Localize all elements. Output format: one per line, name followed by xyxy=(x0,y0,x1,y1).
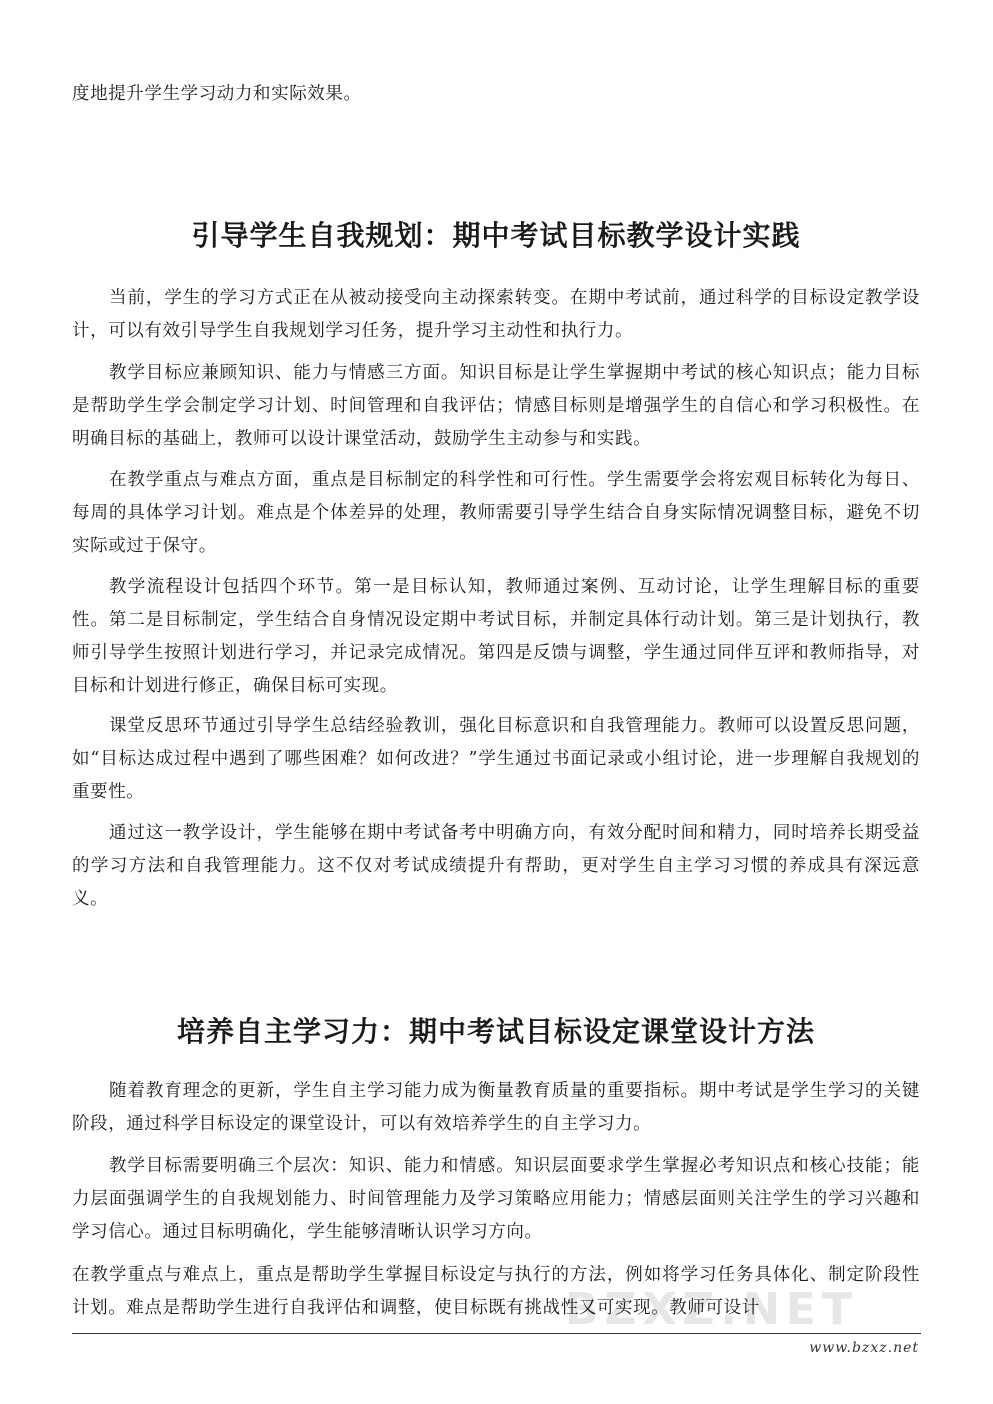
section-2-heading: 培养自主学习力：期中考试目标设定课堂设计方法 xyxy=(176,1015,815,1048)
section-1-heading: 引导学生自我规划：期中考试目标教学设计实践 xyxy=(191,219,801,252)
section-1-paragraph: 教学目标应兼顾知识、能力与情感三方面。知识目标是让学生掌握期中考试的核心知识点；能力目标是帮助学生学会制定学习计划、时间管理和自我评估；情感目标则是增强学生的自信心和学习积极性。在明确目标的基础上，教师可以设计课堂活动，鼓励学生主动参与和实践。 xyxy=(72,363,920,449)
section-2-paragraph: 在教学重点与难点上，重点是帮助学生掌握目标设定与执行的方法，例如将学习任务具体化、制定阶段性计划。难点是帮助学生进行自我评估和调整，使目标既有挑战性又可实现。教师可设计 xyxy=(72,1265,920,1318)
intro-fragment: 度地提升学生学习动力和实际效果。 xyxy=(72,84,362,104)
section-1-paragraph: 课堂反思环节通过引导学生总结经验教训，强化目标意识和自我管理能力。教师可以设置反思问题，如“目标达成过程中遇到了哪些困难？如何改进？”学生通过书面记录或小组讨论，进一步理解自我规划的重要性。 xyxy=(72,716,920,802)
section-2-paragraph: 教学目标需要明确三个层次：知识、能力和情感。知识层面要求学生掌握必考知识点和核心技能；能力层面强调学生的自我规划能力、时间管理能力及学习策略应用能力；情感层面则关注学生的学习兴趣和学习信心。通过目标明确化，学生能够清晰认识学习方向。 xyxy=(72,1156,920,1242)
site-watermark: BZXZ.NET xyxy=(565,1284,858,1335)
section-1-paragraph: 当前，学生的学习方式正在从被动接受向主动探索转变。在期中考试前，通过科学的目标设定教学设计，可以有效引导学生自我规划学习任务，提升学习主动性和执行力。 xyxy=(72,288,920,341)
footer-rule xyxy=(72,1333,921,1334)
section-2-paragraph: 随着教育理念的更新，学生自主学习能力成为衡量教育质量的重要指标。期中考试是学生学习的关键阶段，通过科学目标设定的课堂设计，可以有效培养学生的自主学习力。 xyxy=(72,1081,920,1134)
section-1-paragraph: 通过这一教学设计，学生能够在期中考试备考中明确方向，有效分配时间和精力，同时培养长期受益的学习方法和自我管理能力。这不仅对考试成绩提升有帮助，更对学生自主学习习惯的养成具有深远意义。 xyxy=(72,823,920,909)
section-1-paragraph: 在教学重点与难点方面，重点是目标制定的科学性和可行性。学生需要学会将宏观目标转化为每日、每周的具体学习计划。难点是个体差异的处理，教师需要引导学生结合自身实际情况调整目标，避免不切实际或过于保守。 xyxy=(72,470,920,556)
section-1-paragraph: 教学流程设计包括四个环节。第一是目标认知，教师通过案例、互动讨论，让学生理解目标的重要性。第二是目标制定，学生结合自身情况设定期中考试目标，并制定具体行动计划。第三是计划执行，教师引导学生按照计划进行学习，并记录完成情况。第四是反馈与调整，学生通过同伴互评和教师指导，对目标和计划进行修正，确保目标可实现。 xyxy=(72,577,920,696)
footer-url[interactable]: www.bzxz.net xyxy=(809,1340,919,1356)
